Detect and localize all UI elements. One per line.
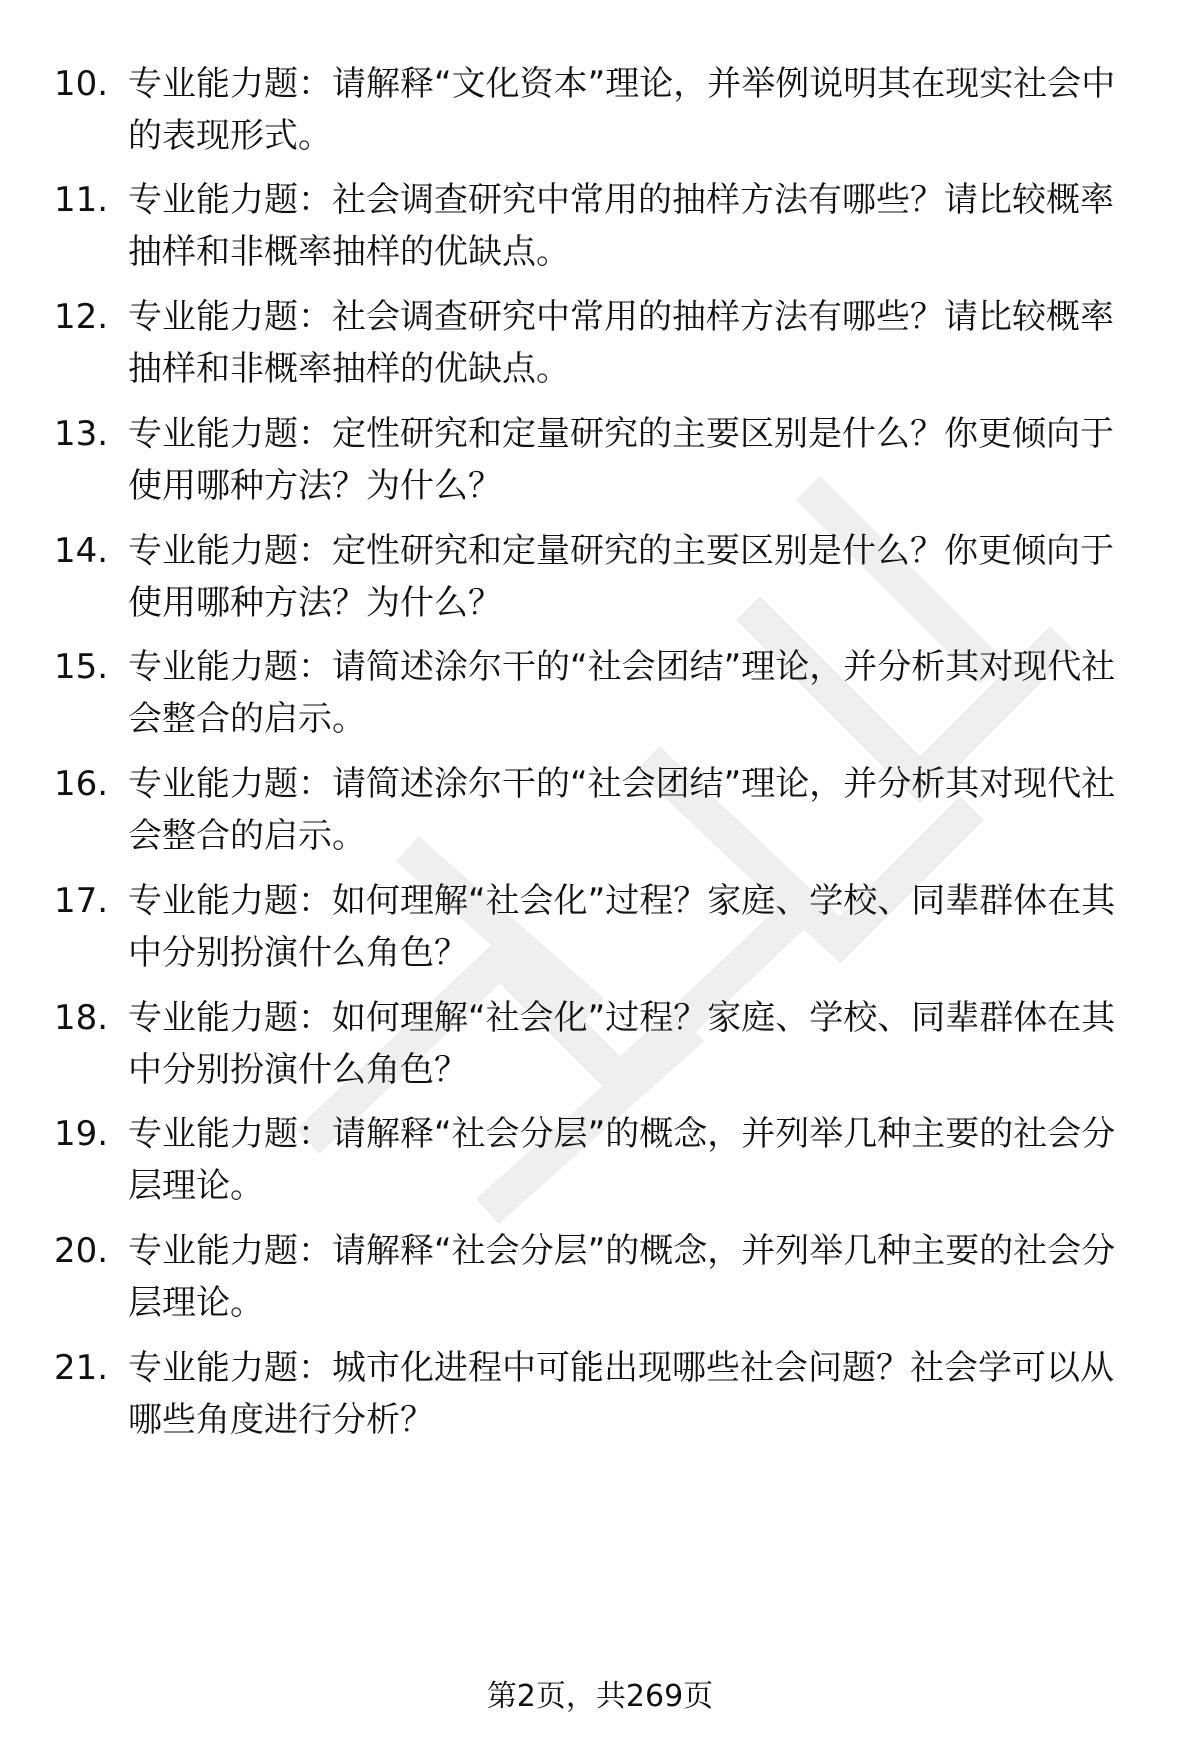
question-number: 19. — [54, 1114, 109, 1154]
list-item — [0, 1108, 1200, 1218]
question-number: 11. — [54, 180, 109, 220]
list-item — [0, 58, 1200, 168]
question-text: 专业能力题：请简述涂尔干的“社会团结”理论，并分析其对现代社会整合的启示。 — [128, 764, 1116, 856]
list-item — [0, 641, 1200, 751]
question-text: 专业能力题：定性研究和定量研究的主要区别是什么？你更倾向于使用哪种方法？为什么？ — [128, 531, 1114, 623]
question-text: 专业能力题：定性研究和定量研究的主要区别是什么？你更倾向于使用哪种方法？为什么？ — [128, 414, 1114, 506]
question-number: 13. — [54, 414, 109, 454]
question-number: 20. — [54, 1231, 109, 1271]
list-item — [0, 408, 1200, 518]
question-number: 12. — [54, 297, 109, 337]
question-text: 专业能力题：如何理解“社会化”过程？家庭、学校、同辈群体在其中分别扮演什么角色？ — [128, 881, 1116, 973]
list-item — [0, 992, 1200, 1102]
list-item — [0, 291, 1200, 401]
question-number: 10. — [54, 64, 109, 104]
question-number: 14. — [54, 531, 109, 571]
question-text: 专业能力题：请解释“社会分层”的概念，并列举几种主要的社会分层理论。 — [128, 1114, 1116, 1206]
question-number: 21. — [54, 1348, 109, 1388]
list-item — [0, 174, 1200, 284]
question-text: 专业能力题：城市化进程中可能出现哪些社会问题？社会学可以从哪些角度进行分析？ — [128, 1348, 1114, 1440]
list-item — [0, 875, 1200, 985]
list-item — [0, 525, 1200, 635]
list-item — [0, 1342, 1200, 1452]
question-text: 专业能力题：请解释“文化资本”理论，并举例说明其在现实社会中的表现形式。 — [128, 64, 1116, 156]
question-text: 专业能力题：社会调查研究中常用的抽样方法有哪些？请比较概率抽样和非概率抽样的优缺点。 — [128, 180, 1114, 272]
question-number: 17. — [54, 881, 109, 921]
question-text: 专业能力题：请解释“社会分层”的概念，并列举几种主要的社会分层理论。 — [128, 1231, 1116, 1323]
page-number-footer: 第2页，共269页 — [486, 1679, 714, 1714]
question-number: 15. — [54, 647, 109, 687]
question-text: 专业能力题：如何理解“社会化”过程？家庭、学校、同辈群体在其中分别扮演什么角色？ — [128, 998, 1116, 1090]
list-item — [0, 758, 1200, 868]
question-number: 18. — [54, 998, 109, 1038]
list-item — [0, 1225, 1200, 1335]
question-number: 16. — [54, 764, 109, 804]
question-text: 专业能力题：社会调查研究中常用的抽样方法有哪些？请比较概率抽样和非概率抽样的优缺点。 — [128, 297, 1114, 389]
question-text: 专业能力题：请简述涂尔干的“社会团结”理论，并分析其对现代社会整合的启示。 — [128, 647, 1116, 739]
